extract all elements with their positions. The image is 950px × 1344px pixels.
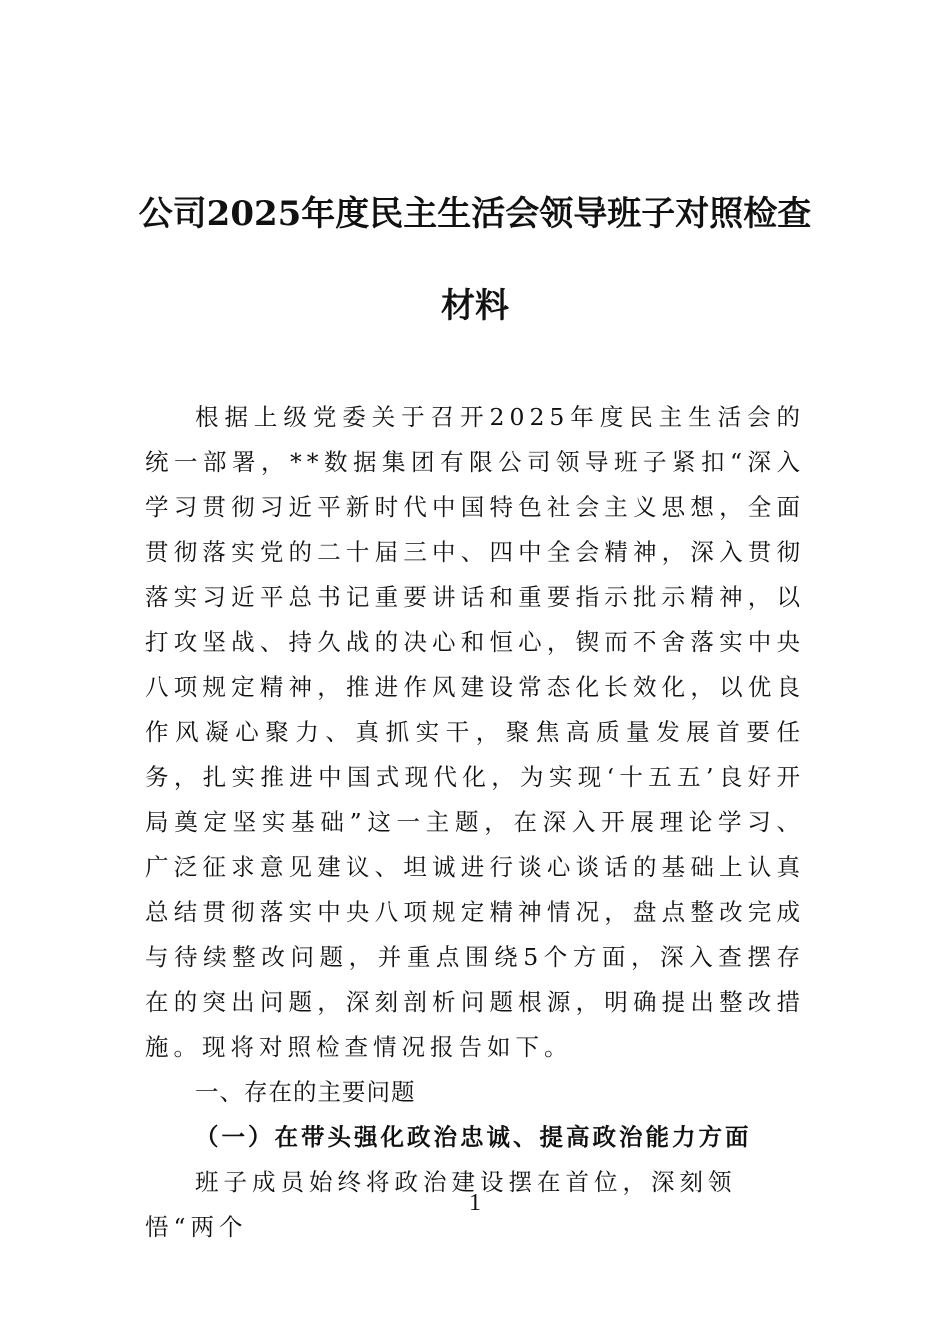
intro-paragraph: 根据上级党委关于召开2025年度民主生活会的统一部署，**数据集团有限公司领导班子紧扣“深入学习贯彻习近平新时代中国特色社会主义思想，全面贯彻落实党的二十届三中、四中全会精神，深入贯彻落实习近平总书记重要讲话和重要指示批示精神，以打攻坚战、持久战的决心和恒心，锲而不舍落实中央八项规定精神，推进作风建设常态化长效化，以优良作风凝心聚力、真抓实干，聚焦高质量发展首要任务，扎实推进中国式现代化，为实现‘十五五’良好开局奠定坚实基础”这一主题，在深入开展理论学习、广泛征求意见建议、坦诚进行谈心谈话的基础上认真总结贯彻落实中央八项规定精神情况，盘点整改完成与待续整改问题，并重点围绕5个方面，深入查摆存在的突出问题，深刻剖析问题根源，明确提出整改措施。现将对照检查情况报告如下。 [145, 403, 805, 1061]
subsection-heading: （一）在带头强化政治忠诚、提高政治能力方面 [195, 1123, 752, 1151]
page-number: 1 [469, 1190, 481, 1216]
document-title: 公司2025年度民主生活会领导班子对照检查材料 [138, 194, 812, 326]
subsection-paragraph: 班子成员始终将政治建设摆在首位，深刻领悟“两个 [145, 1168, 737, 1241]
document-body [145, 395, 805, 1250]
section-heading: 一、存在的主要问题 [195, 1078, 416, 1106]
